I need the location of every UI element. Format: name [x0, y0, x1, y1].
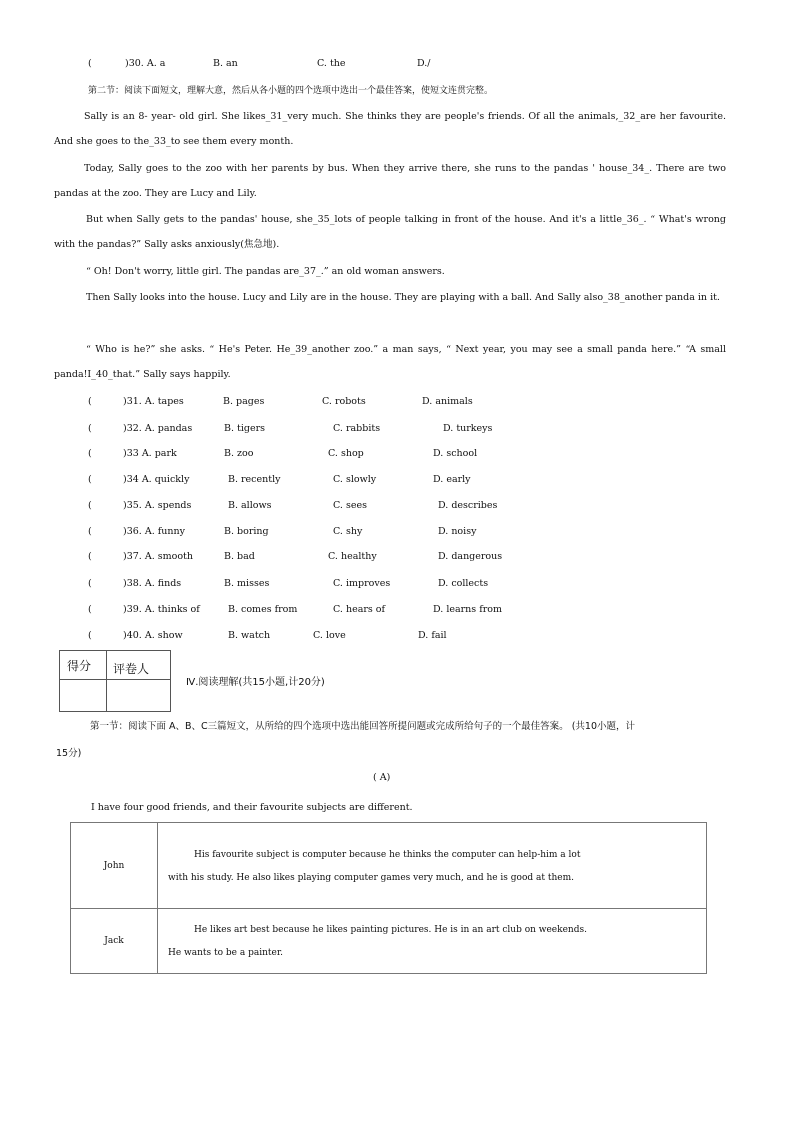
- question-number-option-a: )37. A. smooth: [123, 551, 193, 562]
- friend-description: [158, 909, 707, 974]
- passage-paragraph: “ Oh! Don't worry, little girl. The pandas are_37_.” an old woman answers.: [86, 266, 445, 277]
- option-c: C. sees: [333, 500, 367, 511]
- score-box-divider: [60, 679, 170, 680]
- option-c: C. hears of: [333, 604, 386, 615]
- question-number-option-a: )40. A. show: [123, 630, 183, 641]
- passage-a-intro: I have four good friends, and their favourite subjects are different.: [91, 802, 413, 813]
- friend-description-text: He likes art best because he likes painting pictures. He is in an art club on weekends. He wants to be a painter.: [168, 925, 587, 958]
- option-b: B. bad: [224, 551, 255, 562]
- answer-paren: (: [88, 423, 92, 434]
- table-row: [71, 909, 707, 974]
- option-c: C. shop: [328, 448, 364, 459]
- answer-paren: (: [88, 630, 92, 641]
- answer-paren: (: [88, 551, 92, 562]
- question-number-option-a: )32. A. pandas: [123, 423, 193, 434]
- question-number-option-a: )34 A. quickly: [123, 474, 190, 485]
- score-box-divider: [106, 651, 107, 711]
- passage-paragraph: Sally is an 8- year- old girl. She likes_31_very much. She thinks they are people's friends. Of all the animals,_32_are her favourite. And she goes to the_33_to see them every month.: [54, 111, 726, 147]
- question-number-option-a: )38. A. finds: [123, 578, 182, 589]
- option-c: C. improves: [333, 578, 391, 589]
- friend-description: [158, 823, 707, 909]
- passage-paragraph: Today, Sally goes to the zoo with her parents by bus. When they arrive there, she runs to the pandas ' house_34_. There are two pandas at the zoo. They are Lucy and Lily.: [54, 163, 726, 199]
- option-c: C. slowly: [333, 474, 377, 485]
- option-b: B. an: [213, 58, 238, 69]
- option-c: C. shy: [333, 526, 363, 537]
- option-d: D. animals: [422, 396, 473, 407]
- option-b: B. zoo: [224, 448, 254, 459]
- passage-paragraph: But when Sally gets to the pandas' house, she_35_lots of people talking in front of the house. And it's a little_36_. “ What's wrong with the pandas?” Sally asks anxiously(焦急地).: [54, 214, 726, 250]
- answer-paren: (: [88, 604, 92, 615]
- answer-paren: (: [88, 578, 92, 589]
- option-b: B. tigers: [224, 423, 265, 434]
- passage-paragraph: Then Sally looks into the house. Lucy and Lily are in the house. They are playing with a ball. And Sally also_38_another panda in it.: [86, 292, 720, 303]
- friend-name: John: [71, 823, 158, 909]
- option-c: C. robots: [322, 396, 366, 407]
- option-c: C. the: [317, 58, 346, 69]
- option-c: C. rabbits: [333, 423, 381, 434]
- question-number-option-a: )39. A. thinks of: [123, 604, 200, 615]
- option-b: B. misses: [224, 578, 270, 589]
- option-b: B. allows: [228, 500, 272, 511]
- section-4-title: Ⅳ.阅读理解(共15小题,计20分): [186, 677, 325, 688]
- option-d: D. describes: [438, 500, 498, 511]
- option-c: C. healthy: [328, 551, 377, 562]
- question-number-option-a: )36. A. funny: [123, 526, 185, 537]
- score-box: [59, 650, 171, 712]
- answer-paren: (: [88, 396, 92, 407]
- table-row: [71, 823, 707, 909]
- option-d: D. fail: [418, 630, 447, 641]
- option-d: D./: [417, 58, 431, 69]
- answer-paren: (: [88, 58, 92, 69]
- section-4-instruction: 第一节：阅读下面 A、B、C三篇短文，从所给的四个选项中选出能回答所提问题或完成所给句子的一个最佳答案。 (共10小题，计: [90, 721, 635, 732]
- question-number-option-a: )33 A. park: [123, 448, 177, 459]
- question-number-option-a: )31. A. tapes: [123, 396, 184, 407]
- option-d: D. turkeys: [443, 423, 493, 434]
- section-2-instruction: 第二节：阅读下面短文，理解大意，然后从各小题的四个选项中选出一个最佳答案，使短文连贯完整。: [88, 86, 494, 96]
- friend-description-text: His favourite subject is computer because he thinks the computer can help-him a lot with his study. He also likes playing computer games very much, and he is good at them.: [168, 849, 581, 883]
- option-b: B. pages: [223, 396, 265, 407]
- friend-name: Jack: [71, 909, 158, 974]
- friends-table: [70, 822, 707, 974]
- answer-paren: (: [88, 474, 92, 485]
- answer-paren: (: [88, 500, 92, 511]
- score-label: 得分: [67, 659, 92, 673]
- option-d: D. collects: [438, 578, 489, 589]
- question-number-option-a: )30. A. a: [125, 58, 166, 69]
- option-b: B. watch: [228, 630, 271, 641]
- option-c: C. love: [313, 630, 346, 641]
- option-b: B. comes from: [228, 604, 298, 615]
- option-b: B. boring: [224, 526, 269, 537]
- option-d: D. early: [433, 474, 471, 485]
- answer-paren: (: [88, 526, 92, 537]
- option-d: D. learns from: [433, 604, 502, 615]
- passage-a-label: ( A): [373, 772, 391, 783]
- grader-label: 评卷人: [113, 662, 150, 676]
- option-b: B. recently: [228, 474, 281, 485]
- option-d: D. school: [433, 448, 478, 459]
- answer-paren: (: [88, 448, 92, 459]
- question-number-option-a: )35. A. spends: [123, 500, 192, 511]
- option-d: D. dangerous: [438, 551, 503, 562]
- option-d: D. noisy: [438, 526, 477, 537]
- section-4-instruction-cont: 15分): [56, 748, 82, 759]
- passage-paragraph: “ Who is he?” she asks. “ He's Peter. He_39_another zoo.” a man says, “ Next year, you may see a small panda here.” “A small panda!I_40_that.” Sally says happily.: [54, 344, 726, 380]
